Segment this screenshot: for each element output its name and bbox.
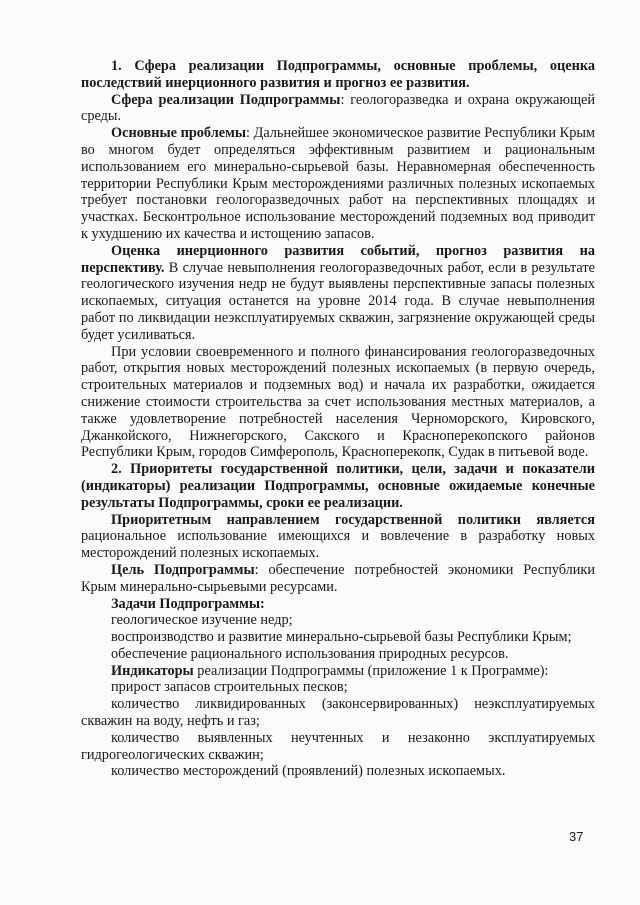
goal-label: Цель Подпрограммы	[111, 561, 255, 578]
sphere-label: Сфера реализации Подпрограммы	[111, 91, 341, 108]
problems-paragraph	[81, 125, 595, 243]
problems-text: : Дальнейшее экономическое развитие Республики Крым во многом будет определяться эффективным развитием и рациональным использованием его минерально-сырьевой базы. Неравномерная обеспеченность территории Республики Крым месторождениями различных полезных ископаемых требует постановки геологоразведочных работ на перспективных площадях и участках. Бесконтрольное использование месторождений подземных вод приводит к ухудшению их качества и истощению запасов.	[81, 125, 595, 242]
indicator-item: количество ликвидированных (законсервированных) неэксплуатируемых скважин на воду, нефть и газ;	[81, 696, 595, 730]
indicators-label: Индикаторы	[111, 662, 194, 679]
priority-paragraph	[81, 512, 595, 562]
goal-text: : обеспечение потребностей экономики Республики Крым минерально-сырьевыми ресурсами.	[81, 561, 595, 595]
task-item: обеспечение рационального использования природных ресурсов.	[111, 645, 509, 662]
task-item: воспроизводство и развитие минерально-сырьевой базы Республики Крым;	[111, 629, 572, 646]
indicator-item: прирост запасов строительных песков;	[111, 679, 348, 696]
indicator-item: количество месторождений (проявлений) полезных ископаемых.	[111, 763, 506, 780]
indicator-item: количество выявленных неучтенных и незаконно эксплуатируемых гидрогеологических скважин;	[81, 729, 595, 763]
priority-label: Приоритетным направлением государственной политики является	[111, 511, 595, 528]
forecast-label: Оценка инерционного развития событий, прогноз развития на перспективу.	[81, 242, 595, 276]
forecast-text: В случае невыполнения геологоразведочных работ, если в результате геологического изучения недр не будут выявлены перспективные запасы полезных ископаемых, ситуация останется на уровне 2014 года. В случае невыполнения работ по ликвидации неэксплуатируемых скважин, загрязнение окружающей среды будет усиливаться.	[81, 259, 595, 343]
sphere-text: : геологоразведка и охрана окружающей среды.	[81, 91, 596, 125]
problems-label: Основные проблемы	[111, 125, 246, 142]
section-1-heading: 1. Сфера реализации Подпрограммы, основные проблемы, оценка последствий инерционного развития и прогноз ее развития.	[81, 58, 595, 91]
indicators-paragraph	[81, 663, 595, 680]
document-page	[81, 58, 595, 780]
section-2-heading: 2. Приоритеты государственной политики, цели, задачи и показатели (индикаторы) реализации Подпрограммы, основные ожидаемые конечные результаты Подпрограммы, сроки ее реализации.	[81, 461, 595, 511]
financing-paragraph: При условии своевременного и полного финансирования геологоразведочных работ, открытия новых месторождений полезных ископаемых (в первую очередь, строительных материалов и подземных вод) и начала их разработки, ожидается снижение стоимости строительства за счет использования местных материалов, а также удовлетворение потребностей населения Черноморского, Кировского, Джанкойского, Нижнегорского, Сакского и Красноперекопского районов Республики Крым, городов Симферополь, Красноперекопк, Судак в питьевой воде.	[81, 343, 595, 461]
tasks-label: Задачи Подпрограммы:	[111, 595, 265, 612]
task-item: геологическое изучение недр;	[111, 612, 293, 629]
forecast-paragraph	[81, 243, 595, 344]
goal-paragraph	[81, 562, 595, 596]
priority-text: рациональное использование имеющихся и вовлечение в разработку новых месторождений полезных ископаемых.	[81, 528, 595, 562]
sphere-paragraph	[81, 92, 595, 126]
indicators-text: реализации Подпрограммы (приложение 1 к Программе):	[193, 662, 549, 679]
page-number: 37	[569, 829, 584, 844]
